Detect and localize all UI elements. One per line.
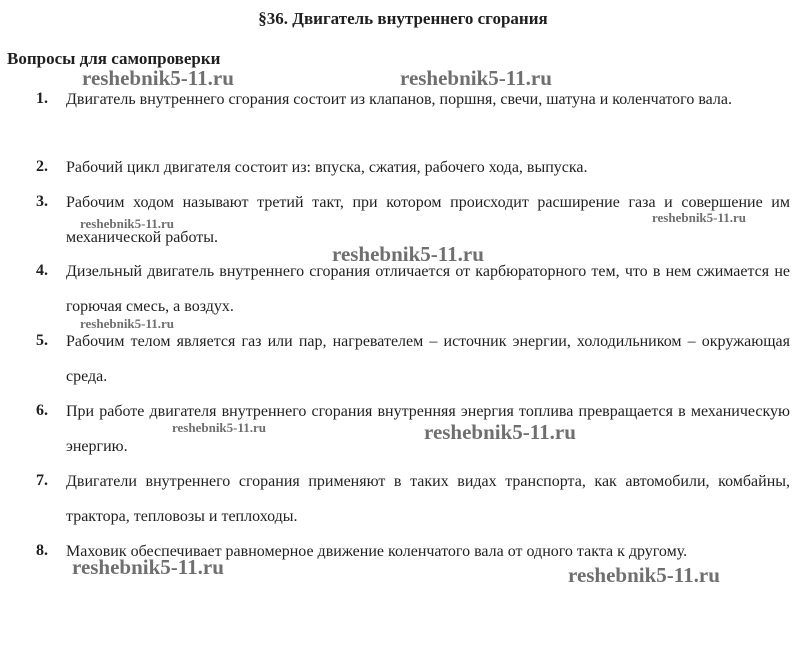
item-text: Рабочим телом является газ или пар, нагревателем – источник энергии, холодильником – окружающая среда. (66, 333, 790, 385)
watermark: reshebnik5-11.ru (72, 555, 224, 579)
watermark: reshebnik5-11.ru (400, 66, 552, 90)
section-heading: Вопросы для самопроверки (7, 49, 221, 68)
watermark: reshebnik5-11.ru (80, 216, 175, 231)
item-text: Двигатели внутреннего сгорания применяют в таких видах транспорта, как автомобили, комбайны, трактора, тепловозы и теплоходы. (66, 473, 790, 525)
item-text: Двигатель внутреннего сгорания состоит из клапанов, поршня, свечи, шатуна и коленчатого вала. (66, 91, 732, 108)
watermark: reshebnik5-11.ru (652, 210, 747, 225)
item-number: 7. (36, 472, 48, 489)
item-number: 4. (36, 262, 48, 279)
page-title: §36. Двигатель внутреннего сгорания (258, 9, 548, 28)
item-text: Дизельный двигатель внутреннего сгорания отличается от карбюраторного тем, что в нем сжимается не горючая смесь, а воздух. (66, 263, 790, 315)
item-text: Маховик обеспечивает равномерное движение коленчатого вала от одного такта к другому. (66, 543, 688, 560)
item-text: Рабочим ходом называют третий такт, при котором происходит расширение газа и совершение им механической работы. (66, 194, 790, 246)
item-number: 3. (36, 193, 48, 210)
watermark: reshebnik5-11.ru (424, 420, 576, 444)
item-text: Рабочий цикл двигателя состоит из: впуска, сжатия, рабочего хода, выпуска. (66, 159, 588, 176)
watermark: reshebnik5-11.ru (568, 563, 720, 587)
item-text: При работе двигателя внутреннего сгорания внутренняя энергия топлива превращается в механическую энергию. (66, 403, 790, 455)
watermark: reshebnik5-11.ru (80, 316, 175, 331)
watermark: reshebnik5-11.ru (82, 66, 234, 90)
item-number: 1. (36, 90, 48, 107)
item-number: 8. (36, 542, 48, 559)
watermark: reshebnik5-11.ru (172, 420, 267, 435)
watermark: reshebnik5-11.ru (332, 242, 484, 266)
item-number: 6. (36, 402, 48, 419)
item-number: 5. (36, 332, 48, 349)
item-number: 2. (36, 158, 48, 175)
